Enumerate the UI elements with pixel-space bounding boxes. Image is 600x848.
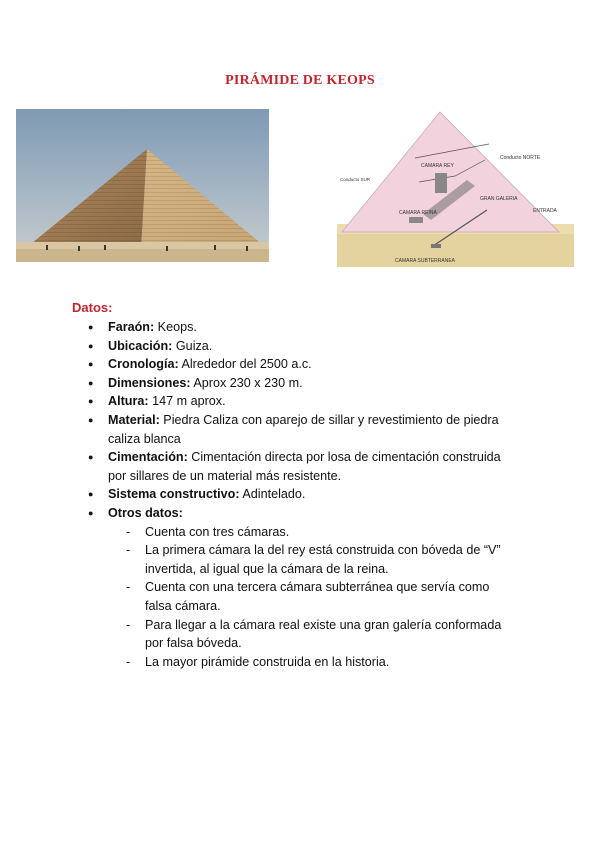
- fact-item: [86, 374, 516, 393]
- diagram-label-entrada: ENTRADA: [533, 208, 557, 214]
- sub-list-item: - La mayor pirámide construida en la historia.: [108, 653, 516, 672]
- fact-value: Piedra Caliza con aparejo de sillar y revestimiento de piedra caliza blanca: [108, 412, 499, 446]
- sub-list-item: - Cuenta con una tercera cámara subterránea que servía como falsa cámara.: [108, 578, 516, 615]
- fact-label: Ubicación:: [108, 338, 173, 353]
- fact-label: Cronología:: [108, 357, 179, 372]
- fact-label: Faraón:: [108, 320, 155, 334]
- fact-item: [86, 448, 516, 485]
- fact-label: Cimentación:: [108, 450, 188, 465]
- pyramid-photo: [16, 109, 269, 262]
- otros-datos-list: [108, 523, 516, 672]
- fact-label: Material:: [108, 412, 160, 427]
- diagram-label-camara-rey: CAMARA REY: [421, 163, 454, 169]
- fact-item: [86, 392, 516, 411]
- sub-list-item: - Para llegar a la cámara real existe una gran galería conformada por falsa bóveda.: [108, 616, 516, 653]
- fact-value: Keops.: [154, 320, 197, 334]
- fact-label: Dimensiones:: [108, 375, 191, 390]
- fact-value: Aprox 230 x 230 m.: [190, 375, 303, 390]
- page-title: PIRÁMIDE DE KEOPS: [225, 73, 375, 88]
- fact-value: 147 m aprox.: [148, 394, 226, 409]
- diagram-label-conducto-norte: Conducto NORTE: [500, 155, 541, 161]
- diagram-label-conducto-sur: Conducto SUR: [340, 177, 371, 182]
- fact-label: Sistema constructivo:: [108, 487, 240, 502]
- sub-list-item: - La primera cámara la del rey está construida con bóveda de “V” invertida, al igual que la cámara de la reina.: [108, 541, 516, 578]
- diagram-label-gran-galeria: GRAN GALERIA: [480, 196, 518, 202]
- fact-item-otros-datos: [86, 504, 516, 671]
- fact-value: Guiza.: [172, 338, 213, 353]
- fact-label: Otros datos:: [108, 505, 183, 520]
- fact-value: Alrededor del 2500 a.c.: [178, 357, 312, 372]
- diagram-label-camara-subterranea: CAMARA SUBTERRANEA: [395, 258, 456, 264]
- diagram-label-camara-reina: CAMARA REINA: [399, 210, 437, 216]
- facts-list: [86, 318, 516, 671]
- fact-item: [86, 318, 516, 337]
- fact-item: [86, 337, 516, 356]
- section-heading-datos: Datos:: [72, 300, 113, 315]
- fact-item: [86, 355, 516, 374]
- fact-value: Cimentación directa por losa de cimentación construida por sillares de un material más resistente.: [108, 450, 501, 483]
- fact-label: Altura:: [108, 394, 149, 409]
- fact-item: [86, 411, 516, 448]
- pyramid-cross-section-diagram: [337, 104, 574, 267]
- sub-list-item: - Cuenta con tres cámaras.: [108, 523, 516, 542]
- fact-value: Adintelado.: [239, 487, 306, 502]
- fact-item: [86, 485, 516, 504]
